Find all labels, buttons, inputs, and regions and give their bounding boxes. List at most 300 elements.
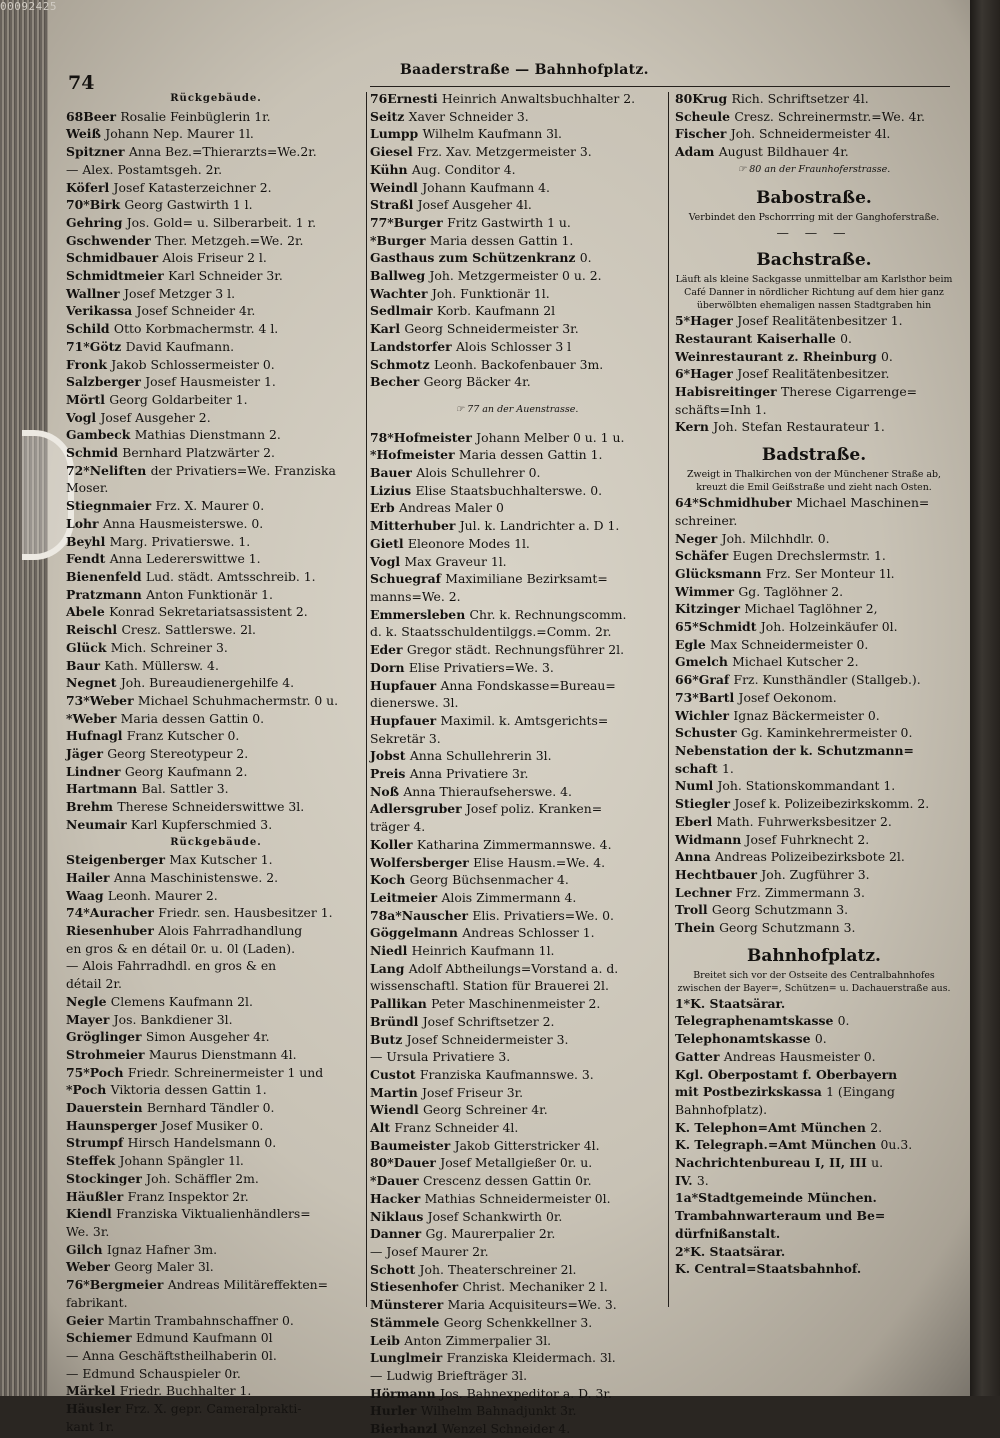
resident-name: *Burger	[370, 232, 430, 248]
directory-entry	[66, 196, 366, 214]
directory-entry	[66, 1258, 366, 1276]
resident-name: Ballweg	[370, 268, 430, 284]
directory-entry	[66, 125, 366, 143]
directory-entry	[370, 179, 664, 197]
directory-entry	[675, 108, 953, 126]
entry-details: Math. Fuhrwerksbesitzer 2.	[716, 813, 892, 829]
entry-details: Franziska Kleidermach. 3l.	[446, 1350, 616, 1366]
street-heading: Badstraße.	[761, 445, 867, 466]
entry-details: Ignaz Hafner 3m.	[106, 1241, 218, 1257]
directory-entry	[370, 818, 664, 836]
resident-name: Karl	[370, 321, 405, 337]
spacer	[370, 419, 664, 429]
resident-name: Köferl	[66, 179, 114, 195]
resident-name: Gehring	[66, 214, 127, 230]
entry-details: Joh. Bureaudienergehilfe 4.	[120, 675, 295, 691]
resident-name: Hailer	[66, 869, 114, 885]
entry-details: 0.	[881, 348, 893, 364]
entry-details: Aug. Conditor 4.	[411, 161, 516, 177]
directory-entry	[66, 1365, 366, 1383]
resident-name: Weindl	[370, 179, 423, 195]
directory-entry	[675, 401, 953, 419]
directory-entry	[370, 429, 664, 447]
entry-details: Michael Kutscher 2.	[732, 654, 859, 670]
resident-name: Wallner	[66, 285, 125, 301]
entry-details: Josef Schriftsetzer 2.	[422, 1013, 555, 1029]
entry-details: Joh. Milchhdlr. 0.	[721, 530, 830, 546]
resident-name: Hacker	[370, 1190, 425, 1206]
resident-name: Numl	[675, 778, 718, 794]
directory-entry	[370, 125, 664, 143]
entry-details: Jakob Schlossermeister 0.	[111, 356, 275, 372]
entry-details: — Anna Geschäftstheilhaberin 0l.	[66, 1347, 277, 1363]
resident-name: Emmersleben	[370, 606, 470, 622]
directory-entry	[66, 657, 366, 675]
directory-entry	[675, 330, 953, 348]
house-number: 73*	[66, 692, 90, 708]
entry-details: Elise Hausm.=We. 4.	[473, 854, 606, 870]
directory-entry	[675, 348, 953, 366]
entry-details: Max Schneidermeister 0.	[710, 636, 869, 652]
resident-name: Butz	[370, 1031, 407, 1047]
entry-details: Rosalie Feinbüglerin 1r.	[120, 108, 271, 124]
entry-details: Josef Katasterzeichner 2.	[113, 179, 272, 195]
resident-name: Vogl	[66, 409, 101, 425]
directory-entry	[370, 1208, 664, 1226]
entry-details: Moser.	[66, 480, 109, 496]
directory-entry	[370, 623, 664, 641]
directory-entry	[370, 1349, 664, 1367]
directory-entry	[675, 1012, 953, 1030]
house-number: 5*	[675, 313, 691, 329]
directory-entry	[66, 1081, 366, 1099]
directory-entry	[370, 1243, 664, 1261]
entry-details: Kath. Müllersw. 4.	[104, 657, 219, 673]
directory-entry	[66, 1400, 366, 1418]
resident-name: dürfnißanstalt.	[675, 1225, 781, 1241]
entry-details: Frz. X. Maurer 0.	[155, 498, 265, 514]
resident-name: Lizius	[370, 482, 416, 498]
resident-name: Götz	[89, 338, 126, 354]
entry-details: Joh. Zugführer 3.	[761, 866, 870, 882]
resident-name: Fronk	[66, 356, 112, 372]
entry-details: Wilhelm Bahnadjunkt 3r.	[420, 1403, 577, 1419]
entry-details: Friedr. Buchhalter 1.	[119, 1383, 252, 1399]
resident-name: Poch	[89, 1064, 128, 1080]
resident-name: Kiendl	[66, 1206, 117, 1222]
directory-entry	[370, 836, 664, 854]
entry-details: u.	[871, 1155, 884, 1171]
resident-name: Münsterer	[370, 1297, 448, 1313]
directory-entry	[370, 960, 664, 978]
entry-details: Anton Funktionär 1.	[146, 586, 273, 602]
entry-details: Andreas Militäreffekten=	[167, 1277, 329, 1293]
resident-name: Steigenberger	[66, 852, 170, 868]
entry-details: — Josef Maurer 2r.	[370, 1244, 489, 1259]
directory-entry	[370, 1420, 664, 1438]
resident-name: Stiegler	[675, 796, 735, 812]
directory-entry	[370, 1013, 664, 1031]
directory-entry	[370, 356, 664, 374]
directory-entry	[370, 1367, 664, 1385]
resident-name: Reischl	[66, 622, 122, 638]
directory-entry	[675, 742, 953, 760]
directory-entry	[675, 1154, 953, 1172]
entry-details: Cresz. Schreinermstr.=We. 4r.	[734, 108, 925, 124]
entry-details: 1.	[721, 760, 734, 776]
directory-entry	[675, 689, 953, 707]
entry-details: Jul. k. Landrichter a. D 1.	[459, 518, 620, 534]
resident-name: Telegraphenamtskasse	[675, 1013, 838, 1029]
directory-entry	[675, 724, 953, 742]
entry-details: Georg Bäcker 4r.	[423, 374, 531, 390]
entry-details: manns=We. 2.	[370, 588, 461, 604]
entry-details: Elise Staatsbuchhalterswe. 0.	[415, 482, 603, 498]
house-number: 65*	[675, 619, 699, 635]
resident-name: Lindner	[66, 763, 125, 779]
directory-entry	[66, 674, 366, 692]
entry-details: Frz. Ser Monteur 1l.	[765, 565, 895, 581]
directory-entry	[675, 1083, 953, 1101]
entry-details: Franziska Kaufmannswe. 3.	[419, 1066, 594, 1082]
entry-details: Georg Kaufmann 2.	[124, 763, 248, 779]
entry-details: Josef Musiker 0.	[161, 1117, 264, 1133]
resident-name: Neumair	[66, 816, 131, 832]
directory-entry	[66, 108, 366, 126]
resident-name: Birk	[89, 197, 125, 213]
directory-entry	[66, 1028, 366, 1046]
entry-details: Martin Trambahnschaffner 0.	[107, 1312, 294, 1328]
resident-name: Bienenfeld	[66, 568, 146, 584]
resident-name: Jäger	[66, 746, 108, 762]
resident-name: Giesel	[370, 144, 418, 160]
entry-details: Hirsch Handelsmann 0.	[127, 1135, 277, 1151]
entry-details: Maurus Dienstmann 4l.	[148, 1046, 297, 1062]
directory-entry	[370, 161, 664, 179]
resident-name: Stadtgemeinde München.	[698, 1190, 877, 1206]
directory-entry	[66, 851, 366, 869]
directory-entry	[66, 1011, 366, 1029]
directory-entry	[675, 795, 953, 813]
house-number: 78a*	[370, 907, 402, 923]
directory-entry	[66, 1276, 366, 1294]
resident-name: Niedl	[370, 943, 412, 959]
directory-entry	[675, 1207, 953, 1225]
resident-name: Gatter	[675, 1048, 724, 1064]
entry-details: Joh. Stefan Restaurateur 1.	[713, 419, 885, 435]
entry-details: Frz. X. gepr. Cameralprakti-	[125, 1401, 302, 1417]
resident-name: Lechner	[675, 884, 736, 900]
entry-details: Jos. Bankdiener 3l.	[113, 1011, 233, 1027]
directory-entry	[370, 800, 664, 818]
entry-details: Rich. Schriftsetzer 4l.	[731, 91, 869, 106]
resident-name: Beer	[83, 108, 121, 124]
house-number: 72*	[66, 462, 90, 478]
entry-details: Georg Büchsenmacher 4.	[409, 872, 569, 888]
entry-details: Christ. Mechaniker 2 l.	[462, 1279, 608, 1295]
resident-name: Schäfer	[675, 548, 733, 564]
page-stack-edge	[0, 0, 48, 1396]
directory-entry	[370, 1296, 664, 1314]
resident-name: Kitzinger	[675, 601, 745, 617]
resident-name: Trambahnwarteraum und Be=	[675, 1208, 886, 1224]
entry-details: der Privatiers=We. Franziska	[150, 462, 336, 478]
entry-details: Josef Schankwirth 0r.	[427, 1208, 563, 1224]
entry-details: Lud. städt. Amtsschreib. 1.	[145, 568, 316, 584]
directory-entry	[370, 1084, 664, 1102]
entry-details: 0u.3.	[880, 1137, 913, 1153]
entry-details: Andreas Maler 0	[398, 500, 504, 516]
directory-entry	[675, 530, 953, 548]
column-2	[370, 90, 664, 1438]
resident-name: Custot	[370, 1066, 420, 1082]
directory-entry	[675, 636, 953, 654]
entry-details: Viktoria dessen Gattin 1.	[110, 1082, 267, 1098]
directory-entry	[675, 565, 953, 583]
entry-details: Joh. Metzgermeister 0 u. 2.	[429, 268, 602, 284]
resident-name: Bartl	[698, 689, 739, 705]
entry-details: Heinrich Kaufmann 1l.	[411, 943, 555, 959]
resident-name: Schmidt	[698, 619, 761, 635]
resident-name: Stämmele	[370, 1314, 444, 1330]
resident-name: Straßl	[370, 197, 418, 213]
resident-name: Hupfauer	[370, 677, 441, 693]
entry-details: Josef Realitätenbesitzer.	[737, 366, 890, 382]
resident-name: Negnet	[66, 675, 121, 691]
resident-name: Vogl	[370, 553, 405, 569]
directory-entry	[675, 1189, 953, 1207]
resident-name: Beyhl	[66, 533, 110, 549]
entry-details: Joh. Schäffler 2m.	[146, 1170, 259, 1186]
directory-entry	[370, 1031, 664, 1049]
entry-details: — Ursula Privatiere 3.	[370, 1049, 511, 1065]
entry-details: Xaver Schneider 3.	[408, 108, 529, 124]
resident-name: Kern	[675, 419, 714, 435]
directory-entry	[66, 444, 366, 462]
entry-details: Heinrich Anwaltsbuchhalter 2.	[441, 91, 636, 106]
entry-details: Johann Nep. Maurer 1l.	[105, 126, 254, 142]
directory-entry	[66, 639, 366, 657]
directory-entry	[370, 143, 664, 161]
resident-name: Haunsperger	[66, 1117, 162, 1133]
entry-details: Bernhard Tändler 0.	[146, 1100, 275, 1116]
directory-entry	[370, 783, 664, 801]
street-heading: Babostraße.	[756, 187, 872, 208]
entry-details: Fritz Gastwirth 1 u.	[447, 214, 571, 230]
entry-details: We. 3r.	[66, 1224, 110, 1239]
entry-details: Anna Ledererswittwe 1.	[109, 551, 261, 567]
directory-entry	[675, 866, 953, 884]
resident-name: Seitz	[370, 108, 409, 124]
entry-details: Anna Privatiere 3r.	[409, 766, 529, 782]
entry-details: Josef Schneider 4r.	[136, 303, 256, 319]
resident-name: Lumpp	[370, 126, 423, 142]
running-head: Baaderstraße — Bahnhofplatz.	[400, 62, 649, 78]
entry-details: Maria Acquisiteurs=We. 3.	[447, 1297, 617, 1313]
directory-entry	[370, 942, 664, 960]
directory-entry	[66, 462, 366, 480]
resident-name: Abele	[66, 604, 110, 620]
resident-name: Anna	[675, 849, 715, 865]
resident-name: Fischer	[675, 126, 731, 142]
entry-details: Jakob Gitterstricker 4l.	[454, 1137, 600, 1153]
directory-entry	[66, 161, 366, 179]
entry-details: Frz. Zimmermann 3.	[735, 884, 866, 900]
house-number: 76	[370, 91, 388, 106]
house-number: 6*	[675, 366, 691, 382]
directory-entry	[675, 1101, 953, 1119]
directory-entry	[370, 90, 664, 108]
entry-details: Michael Maschinen=	[796, 495, 930, 511]
entry-details: — Edmund Schauspieler 0r.	[66, 1365, 241, 1381]
resident-name: Schmid	[66, 445, 123, 461]
resident-name: K. Staatsärar.	[690, 1243, 786, 1259]
entry-details: Andreas Polizeibezirksbote 2l.	[714, 849, 905, 865]
directory-entry	[675, 1136, 953, 1154]
entry-details: Anna Schullehrerin 3l.	[409, 748, 552, 764]
entry-details: 2.	[870, 1119, 883, 1135]
directory-entry	[370, 1278, 664, 1296]
entry-details: Anna Fondskasse=Bureau=	[440, 677, 616, 693]
resident-name: K. Telegraph.=Amt München	[675, 1137, 881, 1153]
resident-name: Troll	[675, 902, 712, 918]
directory-entry	[66, 1170, 366, 1188]
binding-shadow	[970, 0, 1000, 1396]
resident-name: Danner	[370, 1226, 426, 1242]
directory-entry	[370, 854, 664, 872]
resident-name: Leitmeier	[370, 889, 442, 905]
entry-details: Wilhelm Kaufmann 3l.	[422, 126, 562, 142]
entry-details: Josef Metzger 3 l.	[124, 285, 236, 301]
column-3	[675, 90, 953, 1278]
directory-entry	[675, 1243, 953, 1261]
resident-name: Glück	[66, 639, 111, 655]
street-heading: Bahnhofplatz.	[747, 945, 881, 966]
entry-details: Therese Schneiderswittwe 3l.	[117, 799, 305, 815]
directory-entry	[66, 1117, 366, 1135]
directory-entry	[370, 1172, 664, 1190]
directory-entry	[66, 869, 366, 887]
cross-reference-note: ☞ 77 an der Auenstrasse.	[455, 403, 579, 415]
directory-entry	[370, 570, 664, 588]
entry-details: Joh. Schneidermeister 4l.	[730, 126, 891, 142]
directory-entry	[66, 922, 366, 940]
directory-entry	[675, 884, 953, 902]
resident-name: Neliften	[89, 462, 151, 478]
directory-entry	[675, 383, 953, 401]
resident-name: Baur	[66, 657, 105, 673]
resident-name: Göggelmann	[370, 925, 463, 941]
resident-name: Bergmeier	[89, 1277, 168, 1293]
resident-name: Hofmeister	[393, 429, 477, 445]
resident-name: Erb	[370, 500, 399, 516]
entry-details: Korb. Kaufmann 2l	[436, 303, 556, 319]
directory-entry	[370, 446, 664, 464]
entry-details: 0.	[837, 1013, 850, 1029]
resident-name: Leib	[370, 1332, 405, 1348]
resident-name: Mayer	[66, 1011, 114, 1027]
street-description: Breitet sich vor der Ostseite des Centralbahnhofes zwischen der Bayer=, Schützen= u. Dachauerstraße aus.	[677, 969, 951, 994]
entry-details: Josef Fuhrknecht 2.	[745, 831, 870, 847]
directory-entry	[675, 653, 953, 671]
house-number: 80	[675, 91, 693, 106]
directory-entry	[66, 1064, 366, 1082]
entry-details: David Kaufmann.	[125, 338, 235, 354]
entry-details: Michael Taglöhner 2,	[744, 601, 878, 617]
resident-name: Stiesenhofer	[370, 1279, 463, 1295]
entry-details: Bahnhofplatz).	[675, 1101, 768, 1117]
entry-details: — Alex. Postamtsgeh. 2r.	[66, 161, 223, 177]
entry-details: dienerswe. 3l.	[370, 695, 459, 711]
directory-entry	[66, 745, 366, 763]
directory-entry	[675, 1260, 953, 1278]
directory-entry	[66, 479, 366, 497]
resident-name: Verikassa	[66, 303, 137, 319]
directory-entry	[370, 1101, 664, 1119]
directory-entry	[370, 871, 664, 889]
resident-name: Kühn	[370, 161, 412, 177]
entry-details: Mathias Dienstmann 2.	[134, 427, 281, 443]
entry-details: Friedr. Schreinermeister 1 und	[127, 1064, 324, 1080]
directory-entry	[370, 712, 664, 730]
directory-entry	[66, 1312, 366, 1330]
entry-details: Sekretär 3.	[370, 730, 441, 746]
directory-entry	[675, 777, 953, 795]
resident-name: Adlersgruber	[370, 801, 466, 817]
directory-entry	[66, 1188, 366, 1206]
directory-entry	[66, 1152, 366, 1170]
house-number: 64*	[675, 495, 699, 511]
entry-details: Elise Privatiers=We. 3.	[408, 659, 554, 675]
resident-name: Stockinger	[66, 1170, 147, 1186]
directory-entry	[675, 1030, 953, 1048]
street-description: Verbindet den Pschorrring mit der Ganghoferstraße.	[688, 211, 940, 223]
resident-name: Weber	[89, 692, 138, 708]
entry-details: Frz. Kunsthändler (Stallgeb.).	[733, 672, 921, 688]
spacer	[370, 391, 664, 401]
resident-name: Mitterhuber	[370, 518, 460, 534]
directory-entry	[66, 550, 366, 568]
resident-name: Eder	[370, 642, 407, 658]
resident-name: schaft	[675, 760, 722, 776]
resident-name: Bierhanzl	[370, 1421, 442, 1437]
column-rule-left	[366, 92, 367, 1307]
entry-details: Georg Gastwirth 1 l.	[124, 197, 253, 213]
directory-entry	[66, 621, 366, 639]
directory-entry	[66, 957, 366, 975]
resident-name: *Weber	[66, 710, 121, 726]
directory-entry	[370, 267, 664, 285]
resident-name: Gambeck	[66, 427, 135, 443]
entry-details: Gregor städt. Rechnungsführer 2l.	[406, 642, 625, 658]
entry-details: Edmund Kaufmann 0l	[135, 1330, 273, 1346]
directory-entry	[66, 249, 366, 267]
directory-entry	[675, 418, 953, 436]
entry-details: Marg. Privatierswe. 1.	[109, 533, 251, 549]
entry-details: Josef Metallgießer 0r. u.	[440, 1155, 593, 1171]
entry-details: Johann Melber 0 u. 1 u.	[476, 429, 625, 445]
entry-details: Clemens Kaufmann 2l.	[110, 993, 253, 1009]
entry-details: Alois Schullehrer 0.	[416, 465, 541, 481]
entry-details: Josef Ausgeher 2.	[100, 409, 211, 425]
entry-details: Eleonore Modes 1l.	[407, 535, 530, 551]
directory-entry	[66, 1329, 366, 1347]
entry-details: August Bildhauer 4r.	[718, 144, 849, 160]
resident-name: Schmidbauer	[66, 250, 163, 266]
entry-details: Anna Hausmeisterswe. 0.	[102, 515, 264, 531]
entry-details: Georg Goldarbeiter 1.	[109, 391, 248, 407]
entry-details: Ignaz Bäckermeister 0.	[733, 707, 880, 723]
